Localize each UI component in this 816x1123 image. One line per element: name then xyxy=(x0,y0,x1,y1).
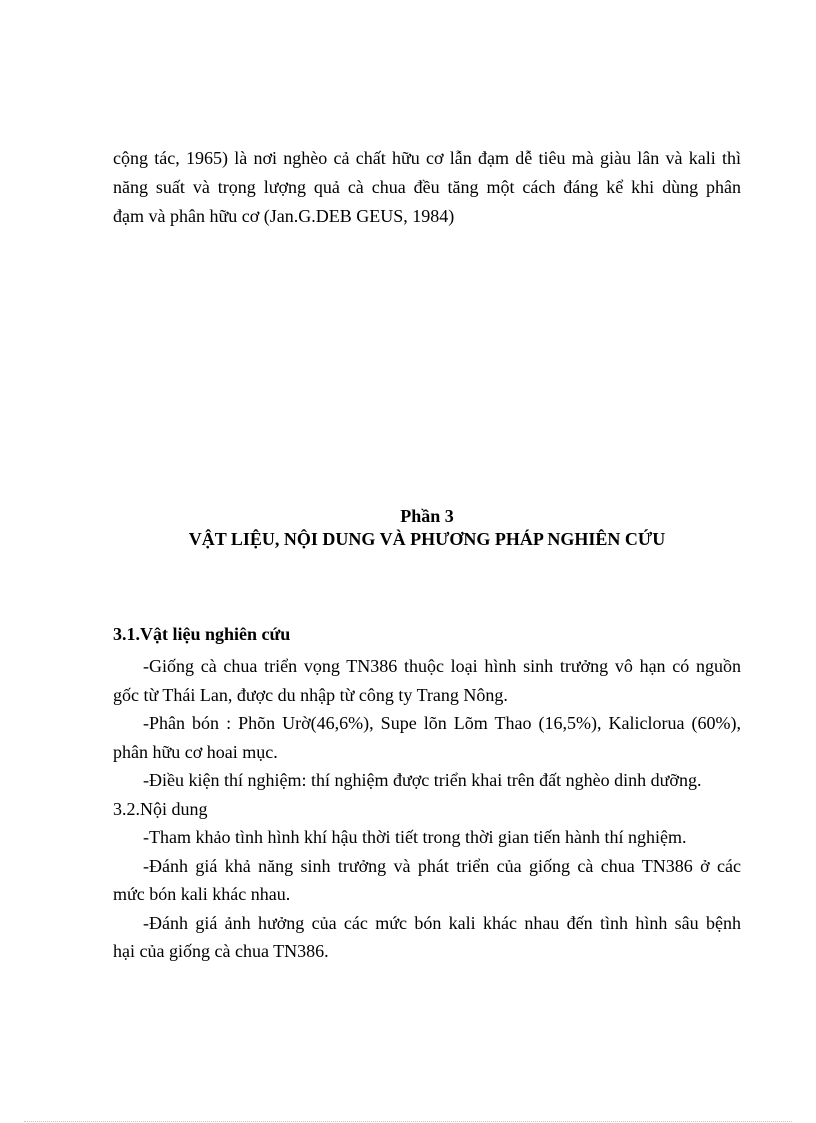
s32-item2-line2: mức bón kali khác nhau. xyxy=(113,884,291,904)
part-subtitle: VẬT LIỆU, NỘI DUNG VÀ PHƯƠNG PHÁP NGHIÊN CỨU xyxy=(188,529,666,549)
part-title: Phần 3 xyxy=(400,506,454,526)
intro-line-1: cộng tác, 1965) là nơi nghèo cả chất hữu cơ lẫn đạm dễ tiêu mà giàu lân và kali thì xyxy=(113,148,741,168)
s31-item2-line2: phân hữu cơ hoai mục. xyxy=(113,741,278,762)
s32-item1-line1: -Tham khảo tình hình khí hậu thời tiết trong thời gian tiến hành thí nghiệm. xyxy=(143,827,687,847)
s31-item2-line1: -Phân bón : Phõn Urờ(46,6%), Supe lõn Lõm Thao (16,5%), Kaliclorua (60%), xyxy=(143,713,741,733)
s31-item3-line1: -Điều kiện thí nghiệm: thí nghiệm được triển khai trên đất nghèo dinh dưỡng. xyxy=(143,770,702,790)
intro-line-3: đạm và phân hữu cơ (Jan.G.DEB GEUS, 1984) xyxy=(113,206,455,226)
page-bottom-divider xyxy=(24,1121,792,1122)
section-3-1-title: 3.1.Vật liệu nghiên cứu xyxy=(113,624,291,644)
intro-paragraph xyxy=(113,144,741,231)
section-3-2-title: 3.2.Nội dung xyxy=(113,798,208,819)
s32-item3-line1: -Đánh giá ảnh hưởng của các mức bón kali khác nhau đến tình hình sâu bệnh xyxy=(143,912,741,933)
s32-item2-line1: -Đánh giá khả năng sinh trưởng và phát triển của giống cà chua TN386 ở các xyxy=(143,855,741,876)
section-body xyxy=(113,652,741,966)
s31-item1-line2: gốc từ Thái Lan, được du nhập từ công ty Trang Nông. xyxy=(113,684,508,705)
s31-item1-line1: -Giống cà chua triển vọng TN386 thuộc loại hình sinh trưởng vô hạn có nguồn xyxy=(143,656,741,676)
s32-item3-line2: hại của giống cà chua TN386. xyxy=(113,941,329,961)
intro-line-2: năng suất và trọng lượng quả cà chua đều tăng một cách đáng kể khi dùng phân xyxy=(113,177,741,197)
